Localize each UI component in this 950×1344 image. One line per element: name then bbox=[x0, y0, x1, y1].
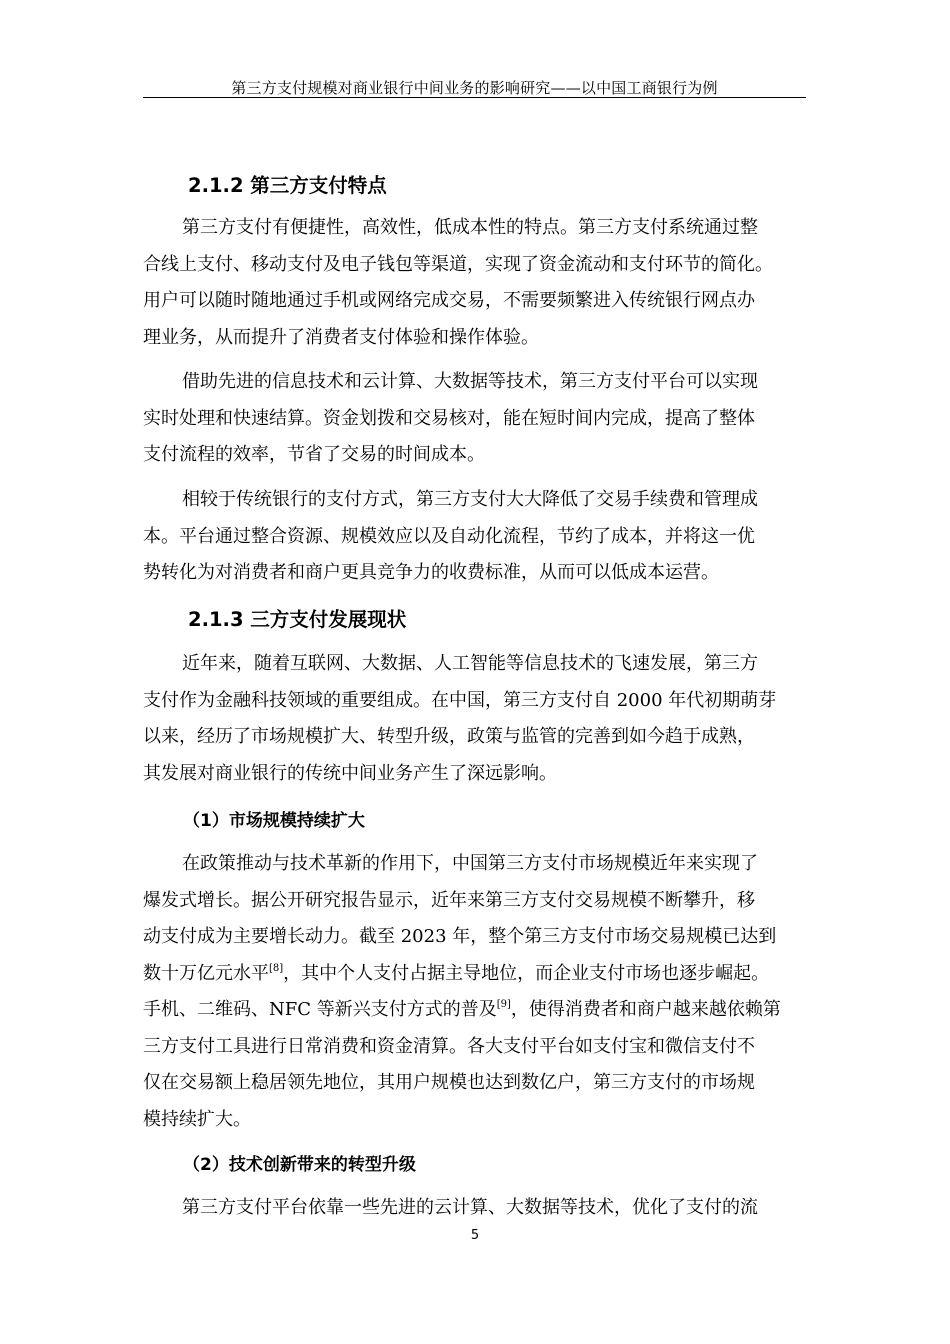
paragraph bbox=[143, 846, 806, 1138]
header-rule bbox=[143, 97, 806, 98]
subheading-tech-innovation: （2）技术创新带来的转型升级 bbox=[183, 1155, 416, 1175]
text-run: 数十万亿元水平 bbox=[143, 962, 269, 984]
paragraph-line: 动支付成为主要增长动力。截至 2023 年，整个第三方支付市场交易规模已达到 bbox=[143, 926, 777, 947]
paragraph-line: 模持续扩大。 bbox=[143, 1108, 251, 1130]
paragraph-line: 用户可以随时随地通过手机或网络完成交易，不需要频繁进入传统银行网点办 bbox=[143, 290, 755, 311]
citation-ref: [9] bbox=[496, 999, 511, 1010]
paragraph-line: 理业务，从而提升了消费者支付体验和操作体验。 bbox=[143, 326, 539, 348]
page-number: 5 bbox=[470, 1228, 480, 1243]
paragraph-line: 爆发式增长。据公开研究报告显示，近年来第三方支付交易规模不断攀升，移 bbox=[143, 889, 755, 911]
paragraph bbox=[143, 364, 806, 474]
paragraph bbox=[143, 482, 806, 592]
paragraph-line: 实时处理和快速结算。资金划拨和交易核对，能在短时间内完成，提高了整体 bbox=[143, 407, 755, 429]
paragraph-line: 第三方支付平台依靠一些先进的云计算、大数据等技术，优化了支付的流 bbox=[182, 1197, 758, 1218]
paragraph-line: 势转化为对消费者和商户更具竞争力的收费标准，从而可以低成本运营。 bbox=[143, 562, 719, 583]
running-header-title: 第三方支付规模对商业银行中间业务的影响研究——以中国工商银行为例 bbox=[231, 79, 718, 97]
citation-ref: [8] bbox=[269, 962, 284, 974]
paragraph-line bbox=[143, 992, 806, 1029]
paragraph bbox=[143, 1190, 806, 1227]
paragraph bbox=[143, 646, 806, 792]
paragraph-line bbox=[143, 956, 806, 993]
paragraph-line: 其发展对商业银行的传统中间业务产生了深远影响。 bbox=[143, 762, 557, 784]
paragraph-line: 支付作为金融科技领域的重要组成。在中国，第三方支付自 2000 年代初期萌芽 bbox=[143, 689, 777, 711]
paragraph bbox=[143, 210, 806, 356]
paragraph-line: 借助先进的信息技术和云计算、大数据等技术，第三方支付平台可以实现 bbox=[182, 371, 758, 392]
paragraph-line: 合线上支付、移动支付及电子钱包等渠道，实现了资金流动和支付环节的简化。 bbox=[143, 253, 773, 275]
paragraph-line: 本。平台通过整合资源、规模效应以及自动化流程，节约了成本，并将这一优 bbox=[143, 525, 755, 547]
text-run: ，其中个人支付占据主导地位，而企业支付市场也逐步崛起。 bbox=[283, 962, 770, 984]
paragraph-line: 相较于传统银行的支付方式，第三方支付大大降低了交易手续费和管理成 bbox=[182, 489, 758, 510]
text-run: 手机、二维码、NFC 等新兴支付方式的普及 bbox=[143, 999, 497, 1020]
paragraph-line: 第三方支付有便捷性，高效性，低成本性的特点。第三方支付系统通过整 bbox=[182, 217, 758, 238]
paragraph-line: 三方支付工具进行日常消费和资金清算。各大支付平台如支付宝和微信支付不 bbox=[143, 1035, 755, 1057]
paragraph-line: 近年来，随着互联网、大数据、人工智能等信息技术的飞速发展，第三方 bbox=[182, 653, 758, 674]
text-run: ，使得消费者和商户越来越依赖第 bbox=[510, 999, 781, 1020]
subheading-market-scale: （1）市场规模持续扩大 bbox=[183, 811, 365, 831]
section-heading-2-1-3: 2.1.3 三方支付发展现状 bbox=[188, 608, 407, 631]
paragraph-line: 仅在交易额上稳居领先地位，其用户规模也达到数亿户，第三方支付的市场规 bbox=[143, 1072, 755, 1093]
paragraph-line: 在政策推动与技术革新的作用下，中国第三方支付市场规模近年来实现了 bbox=[182, 853, 758, 874]
paragraph-line: 支付流程的效率，节省了交易的时间成本。 bbox=[143, 444, 485, 465]
paragraph-line: 以来，经历了市场规模扩大、转型升级，政策与监管的完善到如今趋于成熟， bbox=[143, 726, 755, 747]
section-heading-2-1-2: 2.1.2 第三方支付特点 bbox=[188, 174, 387, 197]
